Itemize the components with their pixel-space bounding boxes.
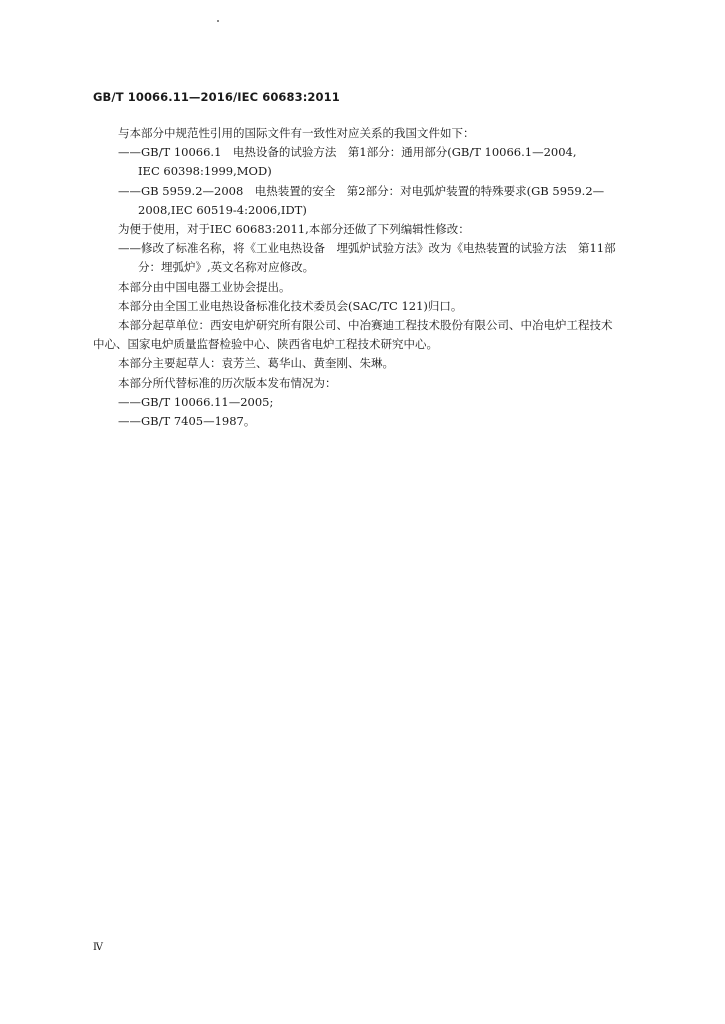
paragraph-main-drafters: 本部分主要起草人：袁芳兰、葛华山、黄奎刚、朱琳。 <box>118 356 394 371</box>
paragraph-proposed-by: 本部分由中国电器工业协会提出。 <box>118 279 291 294</box>
list-item-gb-5959-2-cont: 2008,IEC 60519-4:2006,IDT) <box>138 202 307 217</box>
paragraph-editorial-changes: 为便于使用，对于IEC 60683:2011,本部分还做了下列编辑性修改： <box>118 222 470 237</box>
list-item-title-change: ——修改了标准名称，将《工业电热设备 埋弧炉试验方法》改为《电热装置的试验方法 第11部 <box>118 241 616 256</box>
list-item-previous-1987: ——GB/T 7405—1987。 <box>118 414 256 429</box>
paragraph-drafting-units: 本部分起草单位：西安电炉研究所有限公司、中冶赛迪工程技术股份有限公司、中冶电炉工程技术 <box>118 318 613 333</box>
paragraph-under-jurisdiction: 本部分由全国工业电热设备标准化技术委员会(SAC/TC 121)归口。 <box>118 298 463 313</box>
paragraph-drafting-units-cont: 中心、国家电炉质量监督检验中心、陕西省电炉工程技术研究中心。 <box>93 337 438 352</box>
list-item-gb-5959-2: ——GB 5959.2—2008 电热装置的安全 第2部分：对电弧炉装置的特殊要求(GB 5959.2— <box>118 183 605 198</box>
page-number: Ⅳ <box>93 942 103 953</box>
list-item-gbt-10066-1: ——GB/T 10066.1 电热设备的试验方法 第1部分：通用部分(GB/T 10066.1—2004, <box>118 145 577 160</box>
standard-header: GB/T 10066.11—2016/IEC 60683:2011 <box>93 90 340 104</box>
paragraph-previous-editions: 本部分所代替标准的历次版本发布情况为： <box>118 375 337 390</box>
list-item-gbt-10066-1-cont: IEC 60398:1999,MOD) <box>138 164 272 179</box>
paragraph-correspondence-intro: 与本部分中规范性引用的国际文件有一致性对应关系的我国文件如下： <box>118 126 475 140</box>
list-item-previous-2005: ——GB/T 10066.11—2005; <box>118 394 274 409</box>
scan-speck <box>217 20 219 22</box>
list-item-title-change-cont: 分：埋弧炉》,英文名称对应修改。 <box>138 260 315 275</box>
document-body <box>93 124 663 431</box>
